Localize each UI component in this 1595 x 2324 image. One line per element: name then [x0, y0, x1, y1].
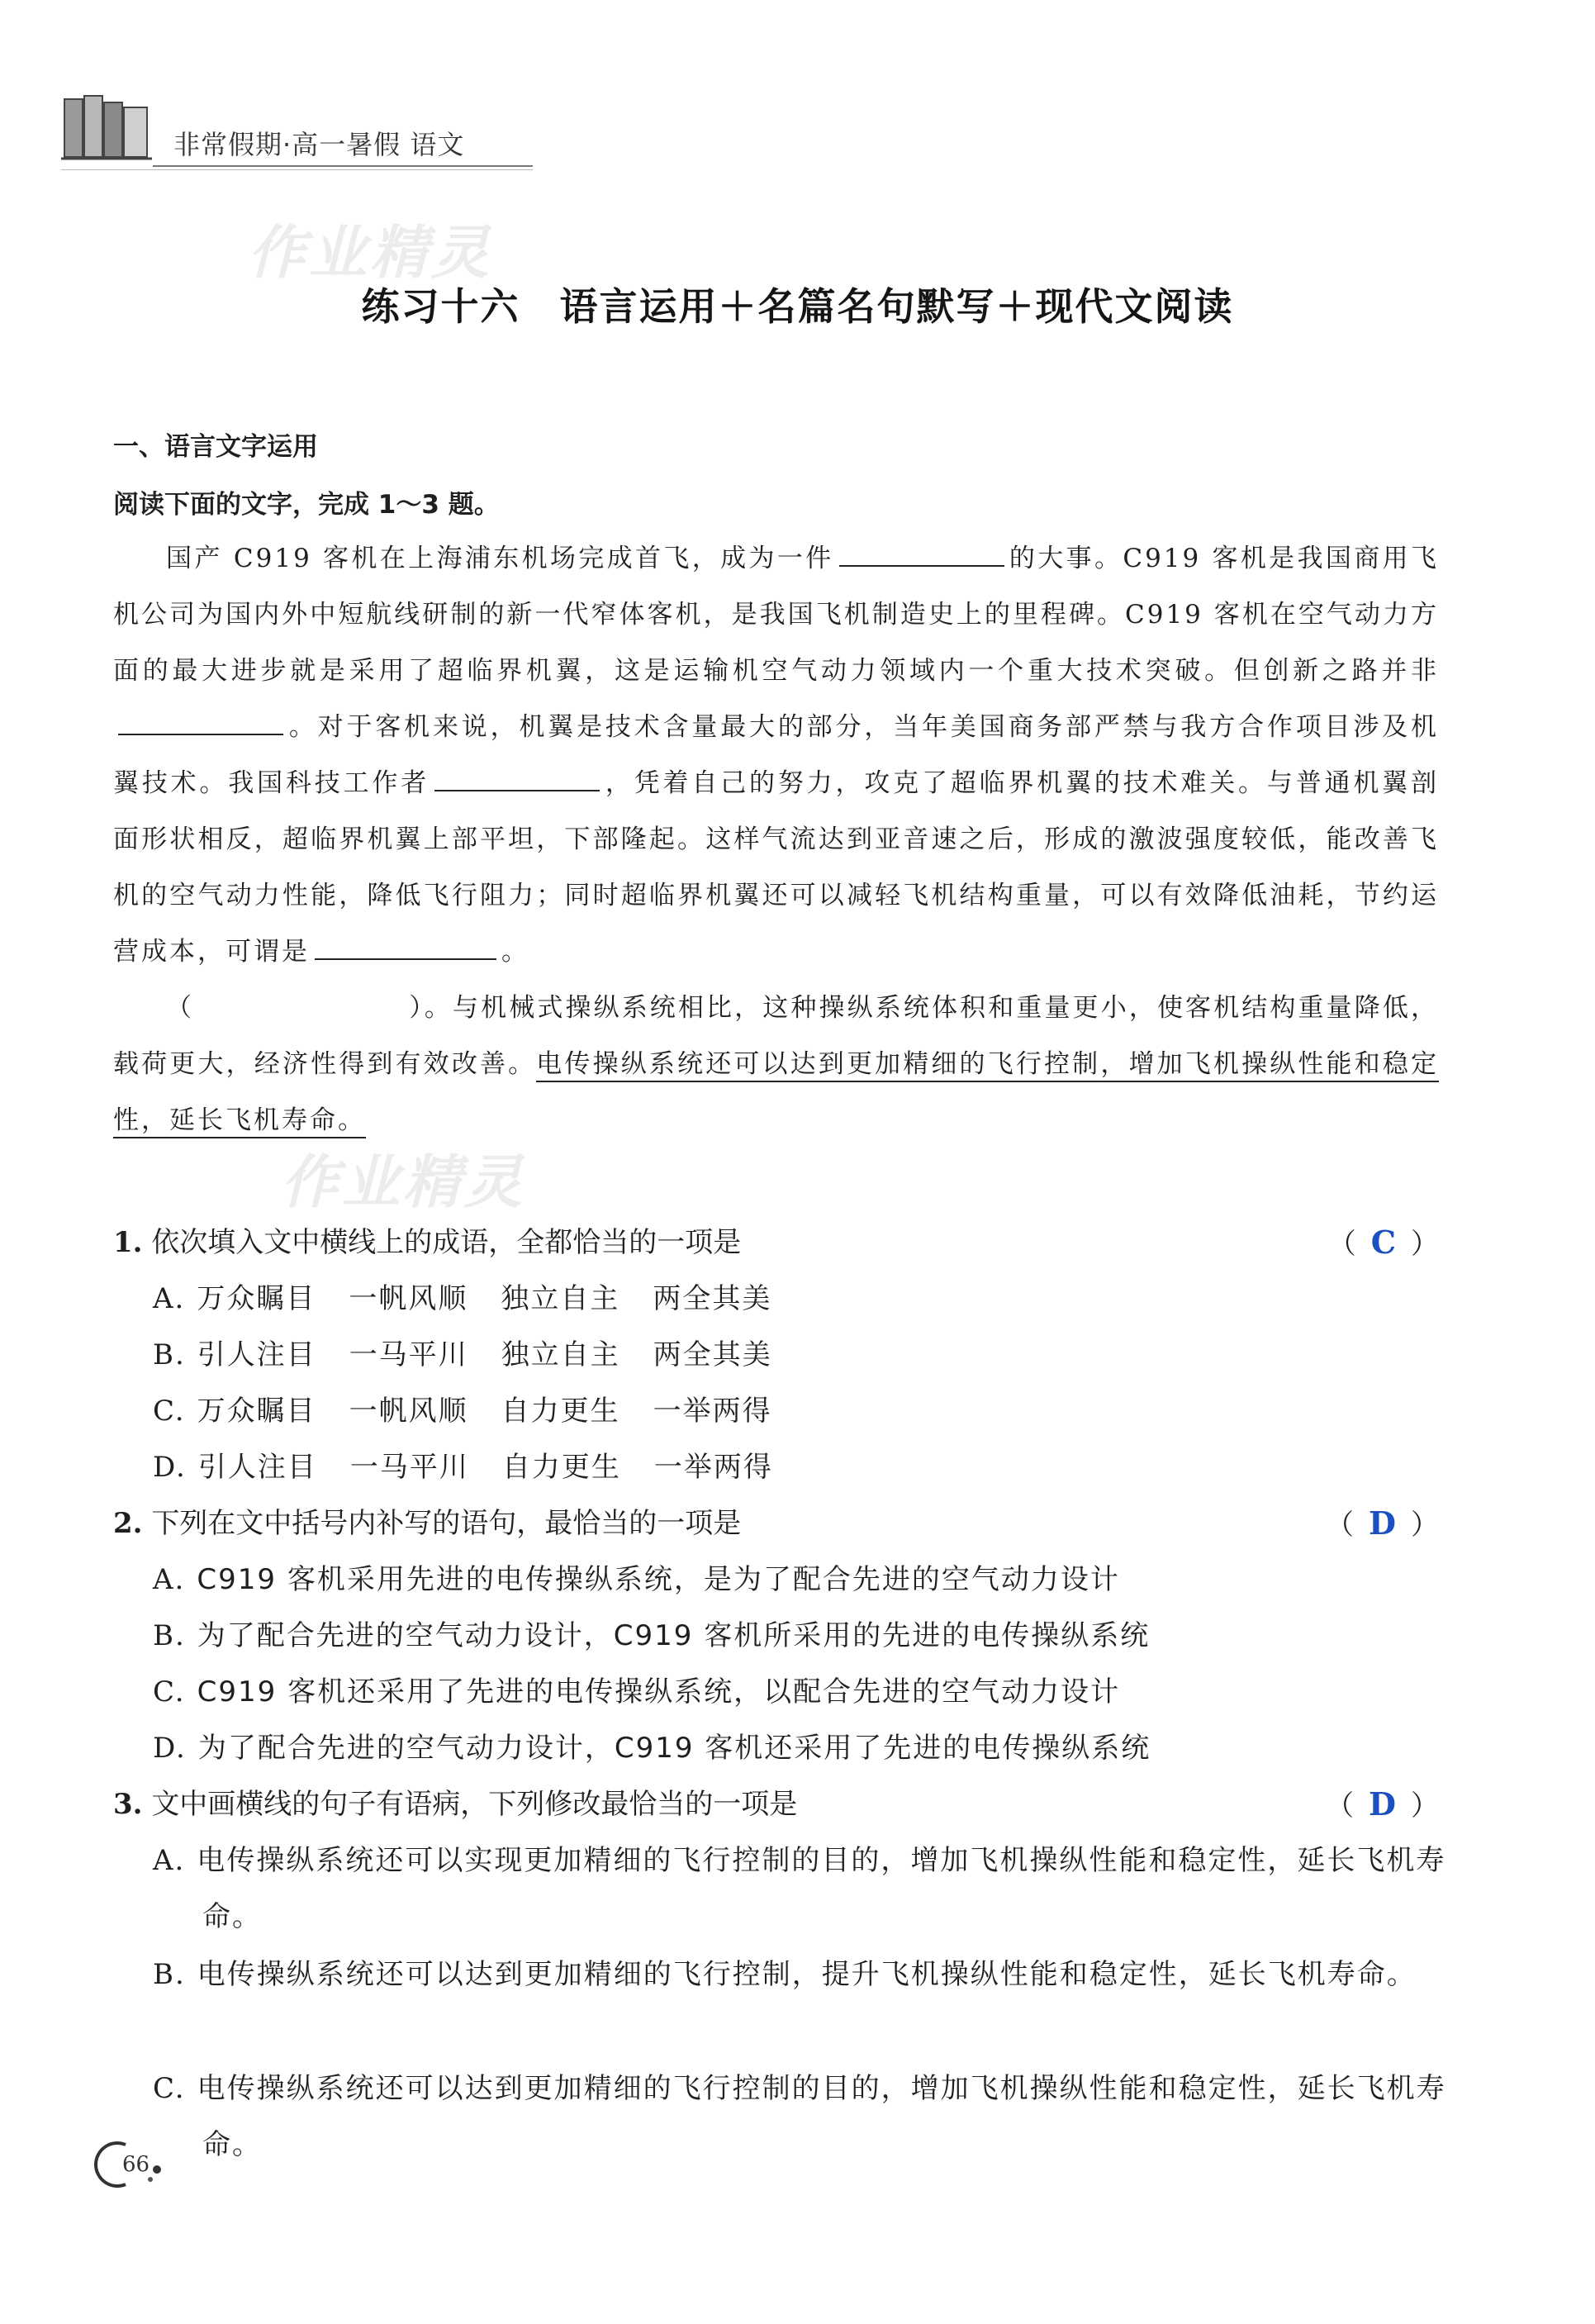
header-rule-thin	[61, 169, 533, 170]
answer-box: （ D ）	[1326, 1504, 1439, 1542]
section-heading: 一、语言文字运用	[113, 432, 318, 462]
page-number: 66	[122, 2152, 150, 2177]
option-1a: A. 万众瞩目 一帆风顺 独立自主 两全其美	[153, 1282, 772, 1315]
fill-blank-2	[118, 706, 283, 735]
option-1b: B. 引人注目 一马平川 独立自主 两全其美	[153, 1338, 772, 1371]
option-1d: D. 引人注目 一马平川 自力更生 一举两得	[153, 1451, 773, 1484]
passage-paragraph-2: （ ）。与机械式操纵系统相比，这种操纵系统体积和重量更小，使客机结构重量降低，载荷更大，经济性得到有效改善。电传操纵系统还可以达到更加精细的飞行控制，增加飞机操纵性能和稳定性，延长飞机寿命。	[113, 980, 1439, 1148]
underlined-sentence: 电传操纵系统还可以达到更加精细的飞行控制，增加飞机操纵性能和稳定性，延长飞机寿命。	[113, 1049, 1439, 1138]
question-stem: 下列在文中括号内补写的语句，最恰当的一项是	[151, 1507, 742, 1540]
reading-passage	[113, 530, 1439, 1148]
answer-letter: D	[1369, 1785, 1396, 1823]
option-3b: B. 电传操纵系统还可以达到更加精细的飞行控制，提升飞机操纵性能和稳定性，延长飞机寿命。	[153, 1958, 1417, 1991]
option-3a: A. 电传操纵系统还可以实现更加精细的飞行控制的目的，增加飞机操纵性能和稳定性，延长飞机寿命。	[153, 1844, 1446, 1933]
option-1c: C. 万众瞩目 一帆风顺 自力更生 一举两得	[153, 1395, 772, 1428]
watermark-middle: 作业精灵	[281, 1148, 525, 1216]
reading-instruction: 阅读下面的文字，完成 1～3 题。	[113, 490, 500, 520]
question-stem: 依次填入文中横线上的成语，全都恰当的一项是	[151, 1226, 742, 1259]
option-3c: C. 电传操纵系统还可以达到更加精细的飞行控制的目的，增加飞机操纵性能和稳定性，延长飞机寿命。	[153, 2072, 1446, 2161]
watermark-top: 作业精灵	[248, 219, 492, 287]
question-1: 1. 依次填入文中横线上的成语，全都恰当的一项是 （ C ）	[113, 1214, 1439, 1271]
answer-letter: D	[1369, 1504, 1396, 1542]
fill-blank-1	[839, 537, 1004, 567]
fill-blank-4	[315, 930, 496, 960]
option-2b: B. 为了配合先进的空气动力设计，C919 客机所采用的先进的电传操纵系统	[153, 1619, 1151, 1652]
series-title: 非常假期·高一暑假 语文	[173, 129, 465, 160]
books-stack-icon	[61, 91, 152, 165]
option-2a: A. C919 客机采用先进的电传操纵系统，是为了配合先进的空气动力设计	[153, 1563, 1120, 1596]
option-2d: D. 为了配合先进的空气动力设计，C919 客机还采用了先进的电传操纵系统	[153, 1732, 1151, 1765]
fill-blank-3	[434, 762, 600, 791]
answer-box: （ C ）	[1327, 1224, 1439, 1261]
question-2: 2. 下列在文中括号内补写的语句，最恰当的一项是 （ D ）	[113, 1495, 1439, 1552]
answer-box: （ D ）	[1326, 1785, 1439, 1823]
option-2c: C. C919 客机还采用了先进的电传操纵系统，以配合先进的空气动力设计	[153, 1675, 1121, 1709]
header-rule	[153, 165, 533, 167]
exercise-title: 练习十六 语言运用＋名篇名句默写＋现代文阅读	[361, 284, 1234, 329]
answer-letter: C	[1370, 1224, 1396, 1261]
passage-paragraph-1: 国产 C919 客机在上海浦东机场完成首飞，成为一件 的大事。C919 客机是我国商用飞机公司为国内外中短航线研制的新一代窄体客机，是我国飞机制造史上的里程碑。C919 客机在空气动力方面的最大进步就是采用了超临界机翼，这是运输机空气动力领域内一个重大技术突破。但创新之路并非。对于客机来说，机翼是技术含量最大的部分，当年美国商务部严禁与我方合作项目涉及机翼技术。我国科技工作者 ，凭着自己的努力，攻克了超临界机翼的技术难关。与普通机翼剖面形状相反，超临界机翼上部平坦，下部隆起。这样气流达到亚音速之后，形成的激波强度较低，能改善飞机的空气动力性能，降低飞行阻力；同时超临界机翼还可以减轻飞机结构重量，可以有效降低油耗，节约运营成本，可谓是 。	[113, 530, 1439, 980]
question-stem: 文中画横线的句子有语病，下列修改最恰当的一项是	[151, 1788, 798, 1821]
question-3: 3. 文中画横线的句子有语病，下列修改最恰当的一项是 （ D ）	[113, 1776, 1439, 1832]
